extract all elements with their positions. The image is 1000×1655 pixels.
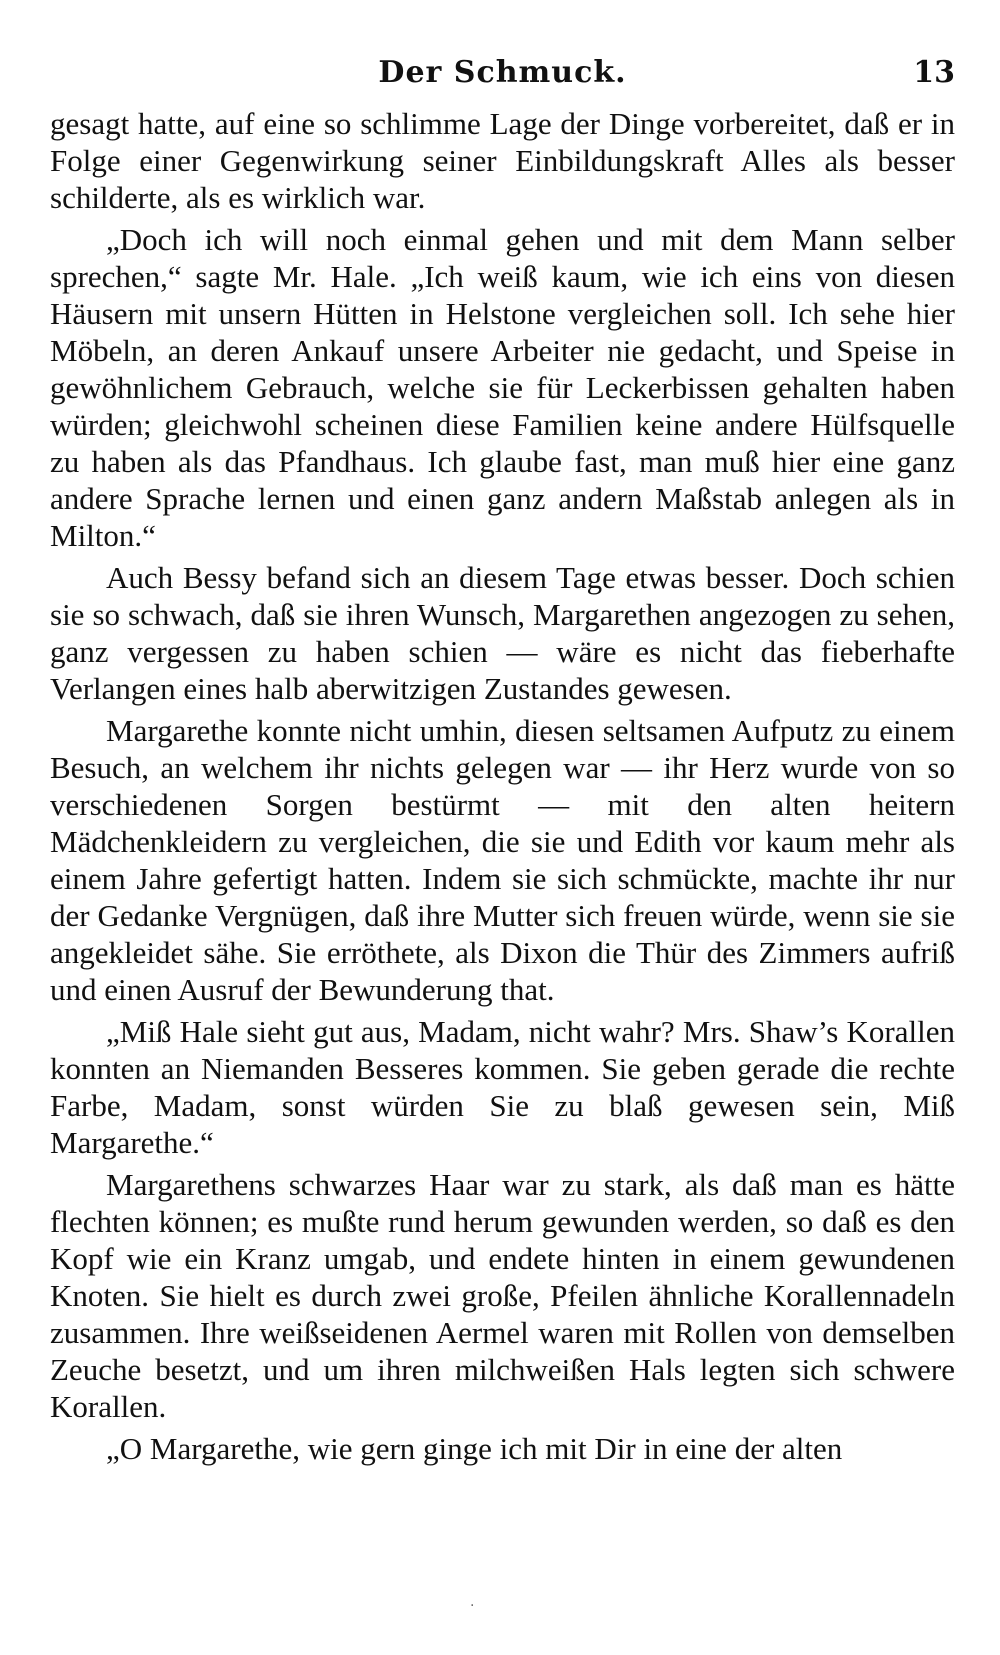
page-number: 13 (913, 55, 955, 90)
scan-speck: · (470, 1598, 475, 1614)
paragraph: Margarethens schwarzes Haar war zu stark, als daß man es hätte flechten können; es mußte rund herum gewunden werden, so daß es den Kopf wie ein Kranz umgab, und endete hinten in einem gewundenen Knoten. Sie hielt es durch zwei große, Pfeilen ähnliche Korallennadeln zusammen. Ihre weißseidenen Aermel waren mit Rollen von demselben Zeuche besetzt, und um ihren milchweißen Hals legten sich schwere Korallen. (50, 1167, 955, 1424)
paragraph: „O Margarethe, wie gern ginge ich mit Dir in eine der alten (106, 1431, 843, 1466)
body-text (50, 105, 955, 1467)
page-header (50, 55, 955, 105)
paragraph: „Miß Hale sieht gut aus, Madam, nicht wahr? Mrs. Shaw’s Korallen konnten an Niemanden Besseres kommen. Sie geben gerade die rechte Farbe, Madam, sonst würden Sie zu blaß gewesen sein, Miß Margarethe.“ (50, 1014, 955, 1160)
paragraph: Auch Bessy befand sich an diesem Tage etwas besser. Doch schien sie so schwach, daß sie ihren Wunsch, Margarethen angezogen zu sehen, ganz vergessen zu haben schien — wäre es nicht das fieberhafte Verlangen eines halb aberwitzigen Zustandes gewesen. (50, 560, 955, 706)
running-head: Der Schmuck. (378, 55, 627, 90)
book-page (50, 55, 955, 1472)
paragraph: „Doch ich will noch einmal gehen und mit dem Mann selber sprechen,“ sagte Mr. Hale. „Ich weiß kaum, wie ich eins von diesen Häusern mit unsern Hütten in Helstone vergleichen soll. Ich sehe hier Möbeln, an deren Ankauf unsere Arbeiter nie gedacht, und Speise in gewöhnlichem Gebrauch, welche sie für Leckerbissen gehalten haben würden; gleichwohl scheinen diese Familien keine andere Hülfsquelle zu haben als das Pfandhaus. Ich glaube fast, man muß hier eine ganz andere Sprache lernen und einen ganz andern Maßstab anlegen als in Milton.“ (50, 222, 955, 553)
paragraph: Margarethe konnte nicht umhin, diesen seltsamen Aufputz zu einem Besuch, an welchem ihr nichts gelegen war — ihr Herz wurde von so verschiedenen Sorgen bestürmt — mit den alten heitern Mädchenkleidern zu vergleichen, die sie und Edith vor kaum mehr als einem Jahre gefertigt hatten. Indem sie sich schmückte, machte ihr nur der Gedanke Vergnügen, daß ihre Mutter sich freuen würde, wenn sie sie angekleidet sähe. Sie erröthete, als Dixon die Thür des Zimmers aufriß und einen Ausruf der Bewunderung that. (50, 713, 955, 1007)
paragraph: gesagt hatte, auf eine so schlimme Lage der Dinge vorbereitet, daß er in Folge einer Gegenwirkung seiner Einbildungskraft Alles als besser schilderte, als es wirklich war. (50, 106, 955, 215)
